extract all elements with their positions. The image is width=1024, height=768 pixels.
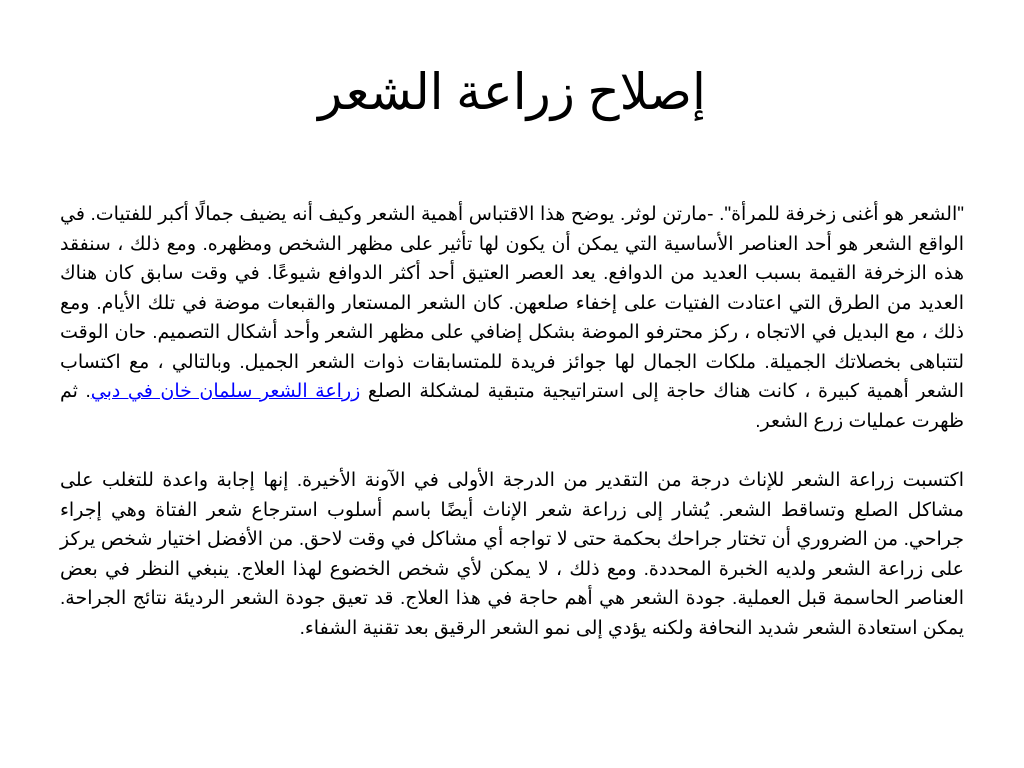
paragraph-2: اكتسبت زراعة الشعر للإناث درجة من التقدير من الدرجة الأولى في الآونة الأخيرة. إنها إجابة واعدة للتغلب على مشاكل الصلع وتساقط الشعر. يُشار إلى زراعة شعر الإناث أيضًا باسم أسلوب استرجاع شعر الفتاة وهي إجراء جراحي. من الضروري أن تختار جراحك بحكمة حتى لا تواجه أي مشاكل في وقت لاحق. من الأفضل اختيار شخص يركز على زراعة الشعر ولديه الخبرة المحددة. ومع ذلك ، لا يمكن لأي شخص الخضوع لهذا العلاج. ينبغي النظر في بعض العناصر الحاسمة قبل العملية. جودة الشعر هي أهم حاجة في هذا العلاج. قد تعيق جودة الشعر الرديئة نتائج الجراحة. يمكن استعادة الشعر شديد النحافة ولكنه يؤدي إلى نمو الشعر الرقيق بعد تقنية الشفاء.	[60, 470, 964, 639]
paragraph-1-text-before-link: "الشعر هو أغنى زخرفة للمرأة". -مارتن لوثر. يوضح هذا الاقتباس أهمية الشعر وكيف أنه يضيف جمالًا أكبر للفتيات. في الواقع الشعر هو أحد العناصر الأساسية التي يمكن أن يكون لها تأثير على مظهر الشخص ومظهره. ومع ذلك ، سنفقد هذه الزخرفة القيمة بسبب العديد من الدوافع. يعد العصر العتيق أحد أكثر الدوافع شيوعًا. في وقت سابق كان هناك العديد من الطرق التي اعتادت الفتيات على إخفاء صلعهن. كان الشعر المستعار والقبعات موضة في تلك الأيام. ومع ذلك ، مع البديل في الاتجاه ، ركز محترفو الموضة بشكل إضافي على مظهر الشعر وأحد أشكال التصميم. حان الوقت لتتباهى بخصلاتك الجميلة. ملكات الجمال لها جوائز فريدة للمتسابقات ذوات الشعر الجميل. وبالتالي ، مع اكتساب الشعر أهمية كبيرة ، كانت هناك حاجة إلى استراتيجية متبقية لمشكلة الصلع	[60, 204, 964, 402]
hair-transplant-dubai-link[interactable]: زراعة الشعر سلمان خان في دبي	[90, 381, 361, 402]
slide-title: إصلاح زراعة الشعر	[318, 64, 706, 120]
slide-body	[60, 200, 964, 643]
paragraph-1-text-after-link: . ثم ظهرت عمليات زرع الشعر.	[60, 381, 964, 432]
paragraph-1	[60, 200, 964, 436]
